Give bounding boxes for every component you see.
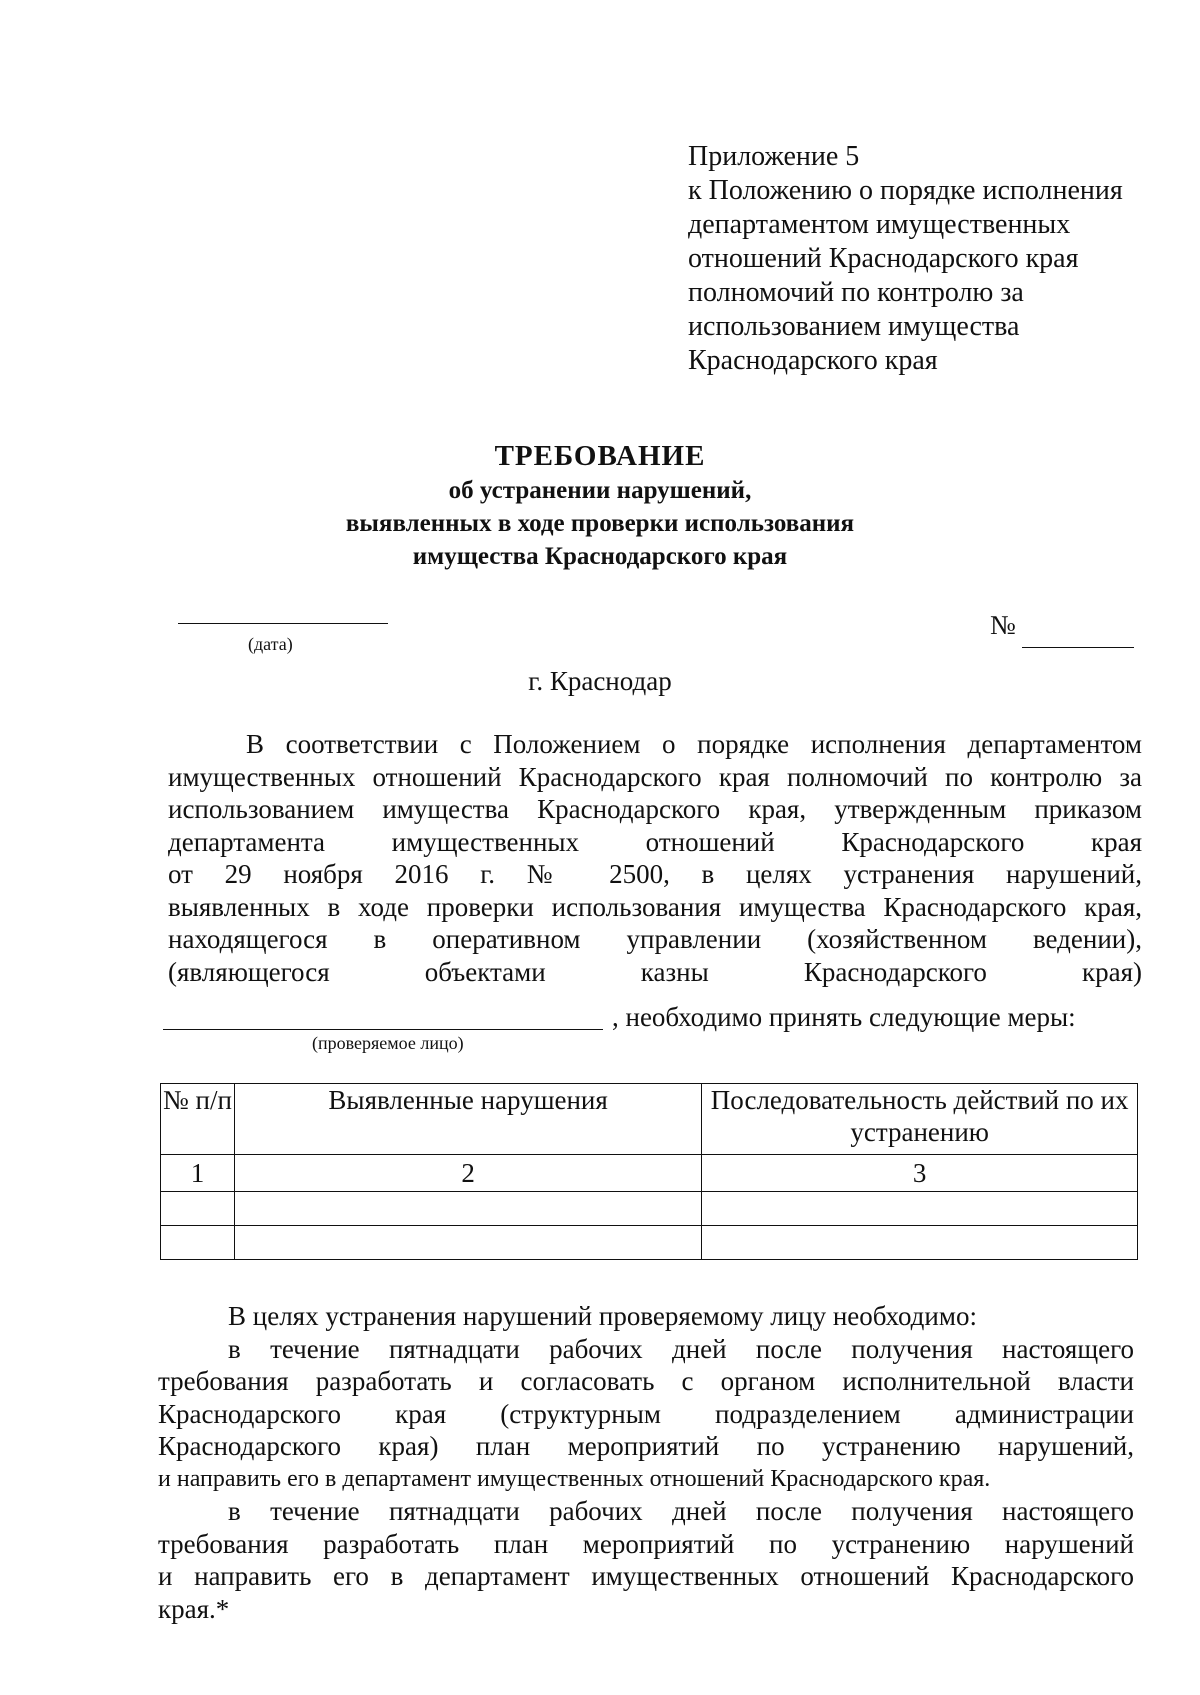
paragraph-line: В соответствии с Положением о порядке исполнения департаментом [246,729,1142,759]
paragraph-line: департамента имущественных отношений Краснодарского края [168,826,1142,857]
table-cell[interactable] [161,1192,235,1226]
appendix-line: департаментом имущественных [688,209,1071,240]
main-paragraph [168,728,1142,988]
requirement-line: Краснодарского края) план мероприятий по устранению нарушений, [158,1431,1134,1461]
appendix-line: использованием имущества [688,311,1020,342]
paragraph-line: находящегося в оперативном управлении (хозяйственном ведении), [168,924,1142,954]
paragraph-line: имущественных отношений Краснодарского края полномочий по контролю за [168,761,1142,792]
date-caption: (дата) [248,634,293,654]
inspected-entity-blank-line[interactable] [163,1029,603,1030]
table-cell[interactable] [234,1192,701,1226]
header-cell-number: № п/п [161,1084,235,1155]
paragraph-line: использованием имущества Краснодарского края, утвержденным приказом [168,794,1142,824]
requirement-line: края.* [158,1593,230,1624]
header-cell-violations: Выявленные нарушения [234,1084,701,1155]
title-main: ТРЕБОВАНИЕ [494,440,706,472]
title-subline: имущества Краснодарского края [412,543,788,570]
column-number-cell: 1 [161,1155,235,1192]
paragraph-tail: , необходимо принять следующие меры: [612,1002,1076,1032]
table-column-numbers-row [161,1155,1138,1192]
requirements-paragraph [158,1300,1134,1625]
table-cell[interactable] [234,1226,701,1260]
column-number-cell: 3 [702,1155,1138,1192]
appendix-line: полномочий по контролю за [688,277,1024,308]
table-cell[interactable] [702,1226,1138,1260]
date-blank-line[interactable] [178,623,388,624]
requirement-line: в течение пятнадцати рабочих дней после получения настоящего [228,1496,1134,1526]
requirement-line: и направить его в департамент имущественных отношений Краснодарского края. [158,1465,991,1492]
paragraph-line: выявленных в ходе проверки использования имущества Краснодарского края, [168,891,1142,922]
appendix-line: Приложение 5 [688,141,860,172]
violations-table [160,1083,1138,1260]
requirement-line: и направить его в департамент имущественных отношений Краснодарского [158,1561,1134,1591]
title-subline: об устранении нарушений, [448,477,752,504]
requirement-line: в течение пятнадцати рабочих дней после получения настоящего [228,1333,1134,1364]
table-cell[interactable] [161,1226,235,1260]
requirement-line: требования разработать и согласовать с органом исполнительной власти [158,1366,1134,1396]
header-cell-actions: Последовательность действий по их устранению [702,1084,1138,1155]
inspected-entity-caption: (проверяемое лицо) [312,1033,464,1053]
number-blank-line[interactable] [1022,647,1134,648]
table-row [161,1226,1138,1260]
requirement-line: Краснодарского края (структурным подразделением администрации [158,1398,1134,1429]
document-title [0,438,1200,573]
requirements-intro: В целях устранения нарушений проверяемому лицу необходимо: [228,1301,977,1331]
appendix-reference [688,140,1168,378]
number-label: № [990,610,1016,640]
table-cell[interactable] [702,1192,1138,1226]
column-number-cell: 2 [234,1155,701,1192]
table-row [161,1192,1138,1226]
table-header-row [161,1084,1138,1155]
title-subline: выявленных в ходе проверки использования [345,510,855,537]
appendix-line: отношений Краснодарского края [688,243,1079,274]
paragraph-line: от 29 ноября 2016 г. № 2500, в целях устранения нарушений, [168,859,1142,889]
paragraph-line: (являющегося объектами казны Краснодарского края) [168,956,1142,987]
appendix-line: к Положению о порядке исполнения [688,175,1123,206]
appendix-line: Краснодарского края [688,345,938,376]
city: г. Краснодар [528,666,672,696]
requirement-line: требования разработать план мероприятий по устранению нарушений [158,1528,1134,1559]
